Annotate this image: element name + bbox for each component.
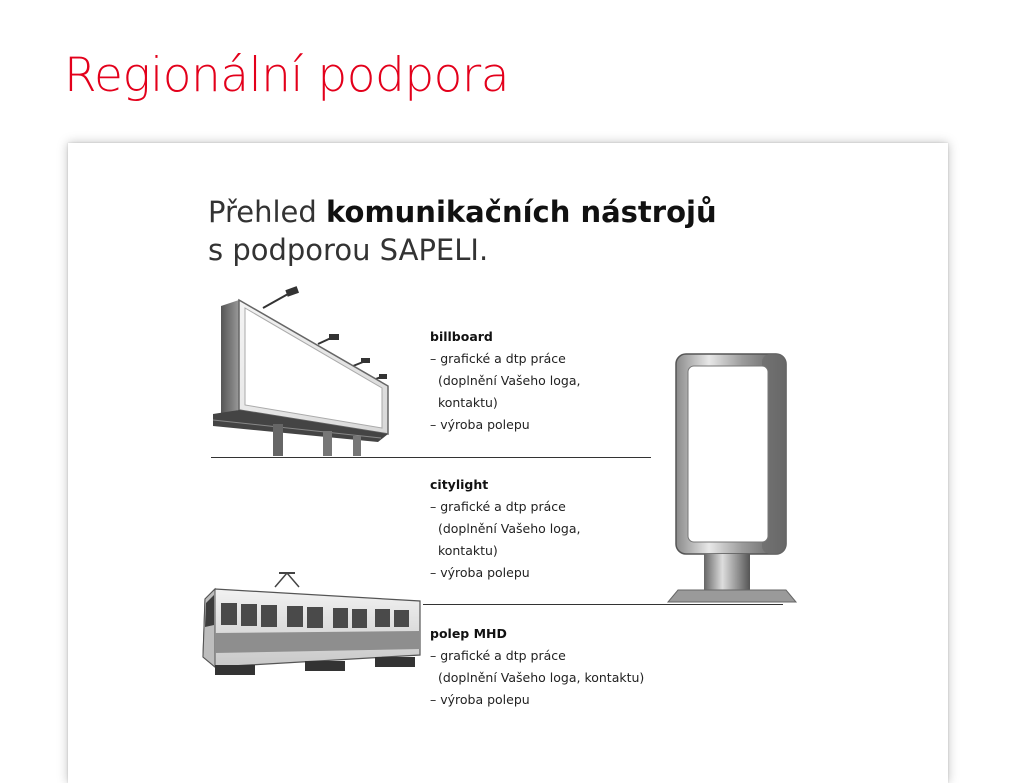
divider <box>423 604 783 605</box>
item-name: billboard <box>430 329 493 344</box>
heading-bold-text: komunikačních nástrojů <box>326 195 717 229</box>
citylight-image <box>658 346 808 611</box>
item-desc-line: (doplnění Vašeho loga, <box>430 521 581 536</box>
item-desc-line: – výroba polepu <box>430 692 530 707</box>
item-desc-line: kontaktu) <box>430 395 498 410</box>
billboard-image <box>203 286 403 456</box>
polep-mhd-item <box>430 623 644 711</box>
slide-title: Regionální podpora <box>64 48 510 103</box>
tram-image <box>195 567 425 682</box>
card-heading <box>208 193 717 269</box>
item-name: polep MHD <box>430 626 507 641</box>
item-desc-line: – výroba polepu <box>430 417 530 432</box>
item-desc-line: kontaktu) <box>430 543 498 558</box>
heading-line-2: s podporou SAPELI. <box>208 233 489 267</box>
item-desc-line: – grafické a dtp práce <box>430 648 566 663</box>
heading-line-1 <box>208 193 717 231</box>
content-card <box>68 143 948 783</box>
item-desc-line: (doplnění Vašeho loga, <box>430 373 581 388</box>
item-desc-line: (doplnění Vašeho loga, kontaktu) <box>430 670 645 685</box>
item-desc-line: – grafické a dtp práce <box>430 351 566 366</box>
item-name: citylight <box>430 477 489 492</box>
item-desc-line: – grafické a dtp práce <box>430 499 566 514</box>
citylight-item <box>430 474 580 584</box>
item-desc-line: – výroba polepu <box>430 565 530 580</box>
billboard-item <box>430 326 580 436</box>
heading-light-text: Přehled <box>208 195 327 229</box>
divider <box>211 457 651 458</box>
